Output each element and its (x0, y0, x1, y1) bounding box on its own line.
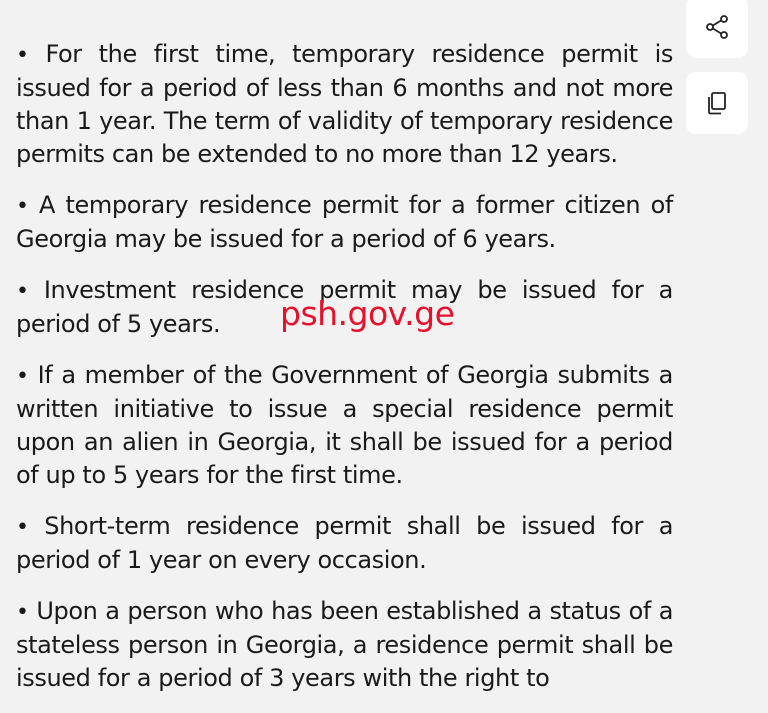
paragraph-text: For the first time, temporary residence permit is issued for a period of less than 6 months and not more than 1 year. The term of validity of temporary residence permits can be extended to no more than 12 years. (16, 40, 673, 168)
bullet: • (16, 364, 29, 389)
list-item (16, 189, 673, 256)
paragraph-text: A temporary residence permit for a former citizen of Georgia may be issued for a period of 6 years. (16, 191, 673, 253)
article-body (16, 38, 673, 713)
paragraph-text: Short-term residence permit shall be issued for a period of 1 year on every occasion. (16, 512, 673, 574)
bullet: • (16, 194, 29, 219)
paragraph-text: Upon a person who has been established a status of a stateless person in Georgia, a residence permit shall be issued for a period of 3 years with the right to (16, 597, 674, 692)
copy-button[interactable] (686, 72, 748, 134)
list-item (16, 595, 673, 695)
bullet: • (16, 43, 29, 68)
watermark: psh.gov.ge (280, 294, 455, 333)
share-button[interactable] (686, 0, 748, 58)
list-item (16, 510, 673, 577)
paragraph-text: If a member of the Government of Georgia submits a written initiative to issue a special residence permit upon an alien in Georgia, it shall be issued for a period of up to 5 years for the first time. (16, 361, 673, 489)
list-item (16, 38, 673, 171)
bullet: • (16, 515, 29, 540)
bullet: • (16, 600, 29, 625)
copy-icon (704, 90, 730, 116)
paragraph-text: Investment residence permit may be issued for a period of 5 years. (16, 276, 673, 338)
share-icon (704, 14, 730, 40)
list-item (16, 359, 673, 492)
bullet: • (16, 279, 29, 304)
